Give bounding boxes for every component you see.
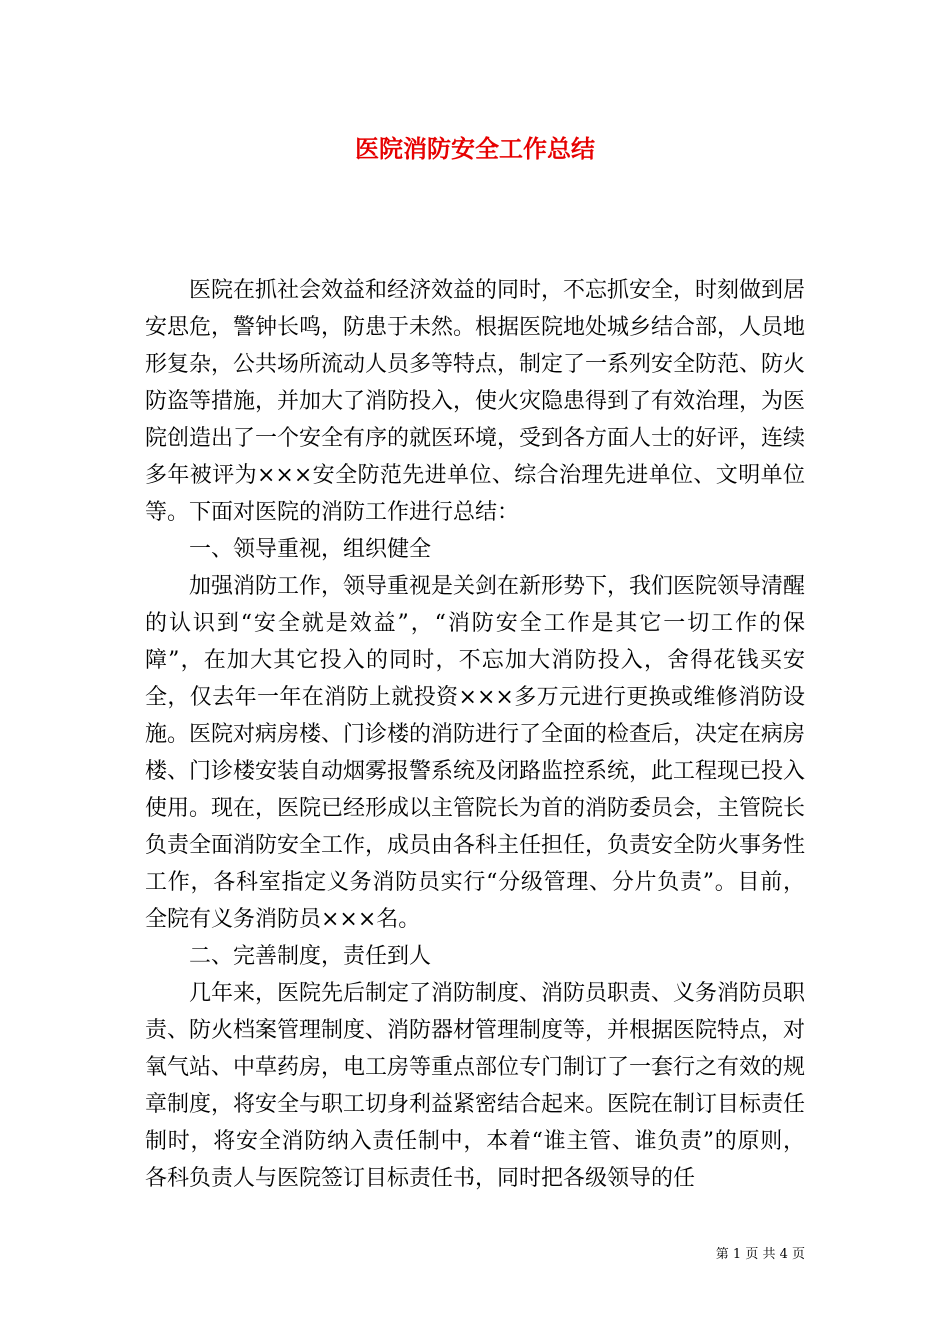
document-body: [145, 272, 805, 1197]
section-heading-1: 一、领导重视，组织健全: [189, 537, 432, 562]
section-heading-2: 二、完善制度，责任到人: [189, 944, 432, 969]
page-number: 第 1 页 共 4 页: [715, 1247, 805, 1262]
paragraph-intro: 医院在抓社会效益和经济效益的同时，不忘抓安全，时刻做到居安思危，警钟长鸣，防患于未然。根据医院地处城乡结合部，人员地形复杂，公共场所流动人员多等特点，制定了一系列安全防范、防火防盗等措施，并加大了消防投入，使火灾隐患得到了有效治理，为医院创造出了一个安全有序的就医环境，受到各方面人士的好评，连续多年被评为×××安全防范先进单位、综合治理先进单位、文明单位等。下面对医院的消防工作进行总结：: [145, 278, 806, 525]
paragraph-section-1: 加强消防工作，领导重视是关剑在新形势下，我们医院领导清醒的认识到“安全就是效益”，“消防安全工作是其它一切工作的保障”，在加大其它投入的同时，不忘加大消防投入，舍得花钱买安全，仅去年一年在消防上就投资×××多万元进行更换或维修消防设施。医院对病房楼、门诊楼的消防进行了全面的检查后，决定在病房楼、门诊楼安装自动烟雾报警系统及闭路监控系统，此工程现已投入使用。现在，医院已经形成以主管院长为首的消防委员会，主管院长负责全面消防安全工作，成员由各科主任担任，负责安全防火事务性工作，各科室指定义务消防员实行“分级管理、分片负责”。目前，全院有义务消防员×××名。: [145, 574, 806, 932]
paragraph-section-2: 几年来，医院先后制定了消防制度、消防员职责、义务消防员职责、防火档案管理制度、消防器材管理制度等，并根据医院特点，对氧气站、中草药房，电工房等重点部位专门制订了一套行之有效的规章制度，将安全与职工切身利益紧密结合起来。医院在制订目标责任制时，将安全消防纳入责任制中，本着“谁主管、谁负责”的原则，各科负责人与医院签订目标责任书，同时把各级领导的任: [145, 981, 806, 1191]
document-title: 医院消防安全工作总结: [355, 134, 595, 163]
